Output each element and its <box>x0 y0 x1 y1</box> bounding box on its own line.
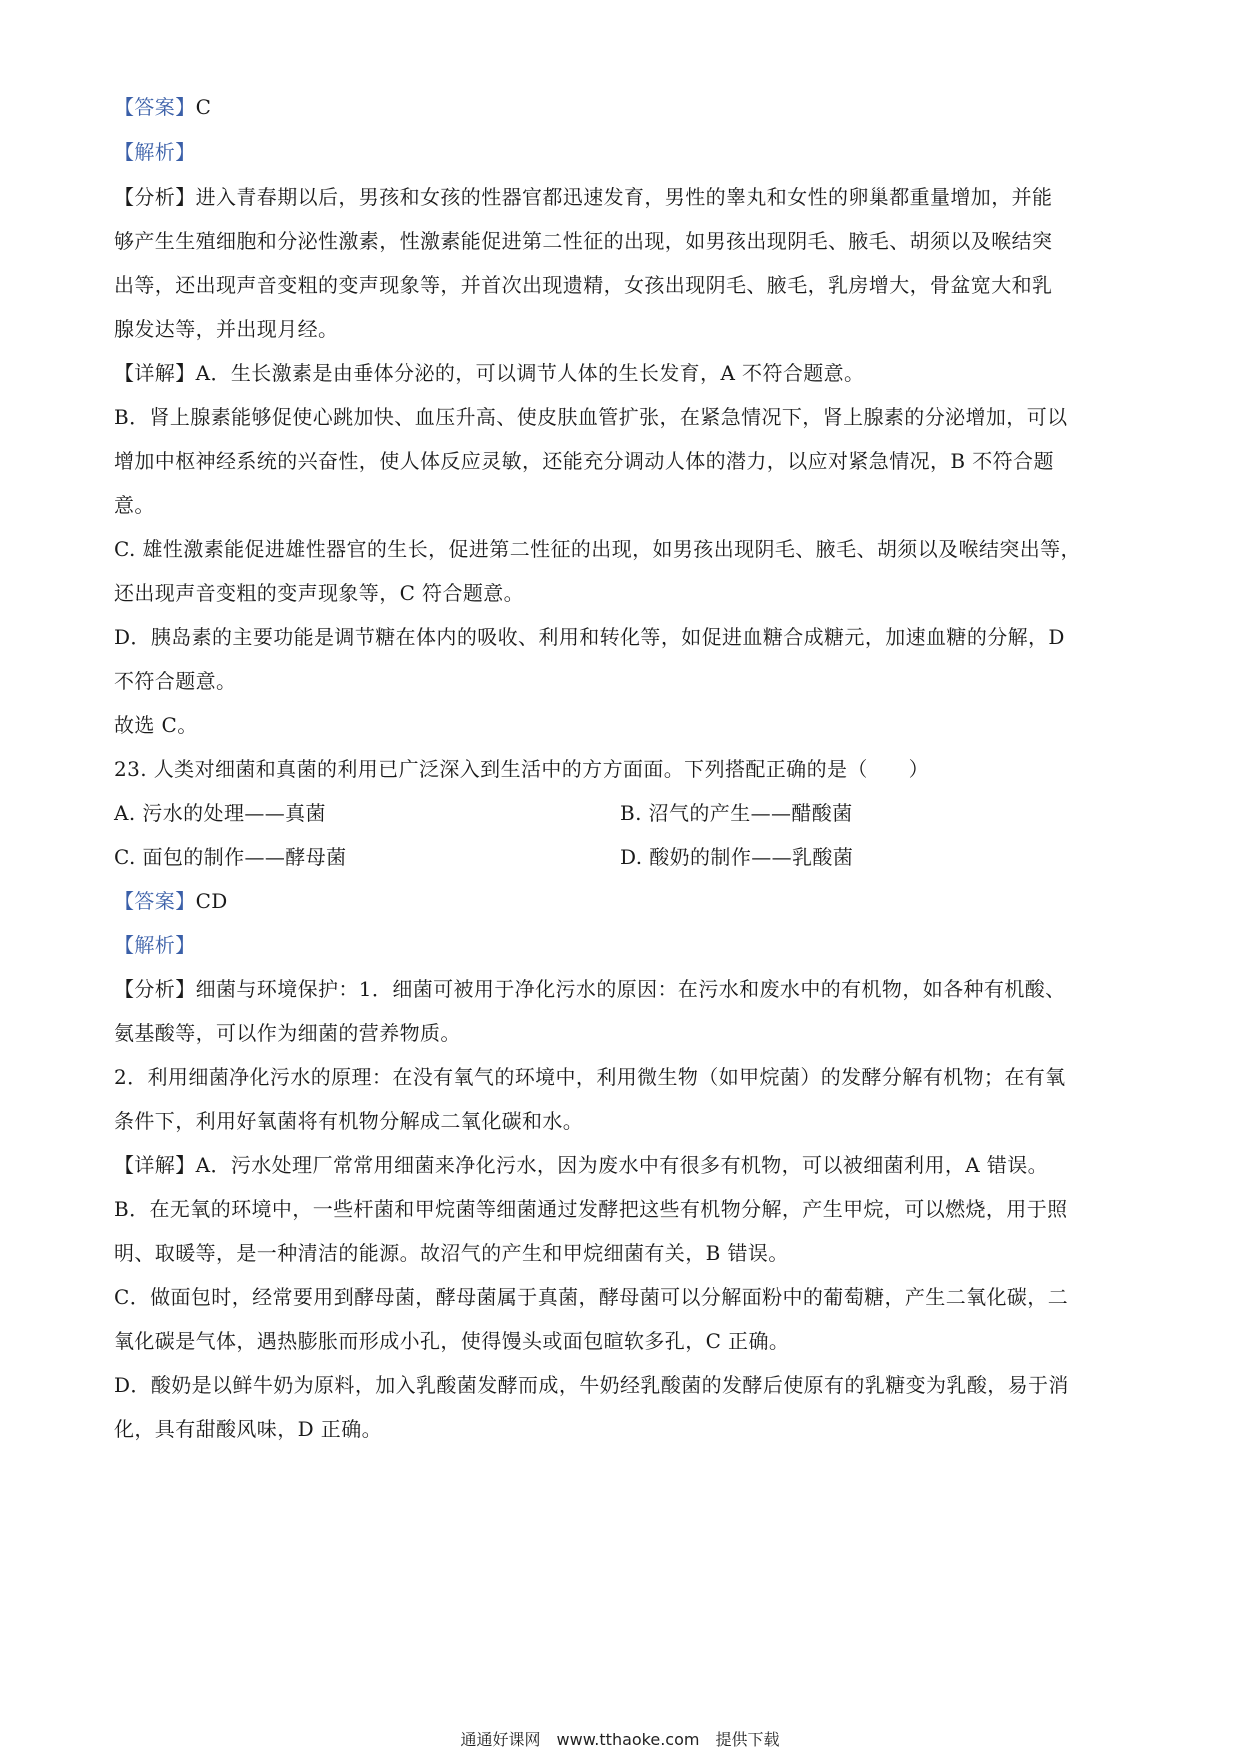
q22-detail-b-line-1: B．肾上腺素能够促使心跳加快、血压升高、使皮肤血管扩张，在紧急情况下，肾上腺素的分泌增加，可以 <box>114 405 1068 429</box>
q23-detail-c-line-1: C．做面包时，经常要用到酵母菌，酵母菌属于真菌，酵母菌可以分解面粉中的葡萄糖，产生二氧化碳，二 <box>114 1285 1069 1309</box>
q22-fenxi-line-3: 出等，还出现声音变粗的变声现象等，并首次出现遗精，女孩出现阴毛、腋毛，乳房增大，骨盆宽大和乳 <box>114 273 1053 297</box>
q22-detail-d-line-2: 不符合题意。 <box>114 669 237 693</box>
analysis-tag: 【解析】 <box>114 933 196 957</box>
analysis-tag: 【解析】 <box>114 140 196 164</box>
q23-answer-line <box>114 888 228 914</box>
q22-detail-a <box>114 360 864 386</box>
xiangjie-tag: 【详解】 <box>114 1153 196 1177</box>
answer-tag: 【答案】 <box>114 889 196 913</box>
fenxi-text: 细菌与环境保护：1．细菌可被用于净化污水的原因：在污水和废水中的有机物，如各种有机酸、 <box>195 977 1066 1001</box>
q22-detail-c-line-2: 还出现声音变粗的变声现象等，C 符合题意。 <box>114 581 525 605</box>
fenxi-text: 进入青春期以后，男孩和女孩的性器官都迅速发育，男性的睾丸和女性的卵巢都重量增加，并能 <box>195 185 1053 209</box>
detail-a-text: A．生长激素是由垂体分泌的，可以调节人体的生长发育，A 不符合题意。 <box>195 361 865 385</box>
q23-fenxi-line-2: 氨基酸等，可以作为细菌的营养物质。 <box>114 1021 461 1045</box>
answer-tag: 【答案】 <box>114 95 196 119</box>
q23-question: 23. 人类对细菌和真菌的利用已广泛深入到生活中的方方面面。下列搭配正确的是（ ） <box>114 757 929 781</box>
q22-detail-d-line-1: D．胰岛素的主要功能是调节糖在体内的吸收、利用和转化等，如促进血糖合成糖元，加速血糖的分解，D <box>114 625 1065 649</box>
q22-fenxi-line-1 <box>114 184 1052 210</box>
q23-fenxi-line-1 <box>114 976 1066 1002</box>
q23-detail-b-line-2: 明、取暖等，是一种清洁的能源。故沼气的产生和甲烷细菌有关，B 错误。 <box>114 1241 789 1265</box>
answer-value: CD <box>195 889 228 913</box>
q22-detail-b-line-3: 意。 <box>114 493 155 517</box>
detail-a-text: A．污水处理厂常常用细菌来净化污水，因为废水中有很多有机物，可以被细菌利用，A 错误。 <box>195 1153 1049 1177</box>
q23-detail-d-line-1: D．酸奶是以鲜牛奶为原料，加入乳酸菌发酵而成，牛奶经乳酸菌的发酵后使原有的乳糖变为乳酸，易于消 <box>114 1373 1069 1397</box>
q22-detail-c-line-1: C. 雄性激素能促进雄性器官的生长，促进第二性征的出现，如男孩出现阴毛、腋毛、胡须以及喉结突出等， <box>114 537 1081 561</box>
q23-detail-c-line-2: 氧化碳是气体，遇热膨胀而形成小孔，使得馒头或面包暄软多孔，C 正确。 <box>114 1329 790 1353</box>
q23-fenxi-line-4: 条件下，利用好氧菌将有机物分解成二氧化碳和水。 <box>114 1109 584 1133</box>
q23-option-d: D. 酸奶的制作——乳酸菌 <box>620 845 854 869</box>
q22-fenxi-line-2: 够产生生殖细胞和分泌性激素，性激素能促进第二性征的出现，如男孩出现阴毛、腋毛、胡须以及喉结突 <box>114 229 1053 253</box>
q23-detail-d-line-2: 化，具有甜酸风味，D 正确。 <box>114 1417 382 1441</box>
q23-option-a: A. 污水的处理——真菌 <box>114 801 326 825</box>
xiangjie-tag: 【详解】 <box>114 361 196 385</box>
fenxi-tag: 【分析】 <box>114 185 196 209</box>
q22-fenxi-line-4: 腺发达等，并出现月经。 <box>114 317 339 341</box>
answer-value: C <box>195 95 212 119</box>
q23-fenxi-line-3: 2．利用细菌净化污水的原理：在没有氧气的环境中，利用微生物（如甲烷菌）的发酵分解有机物；在有氧 <box>114 1065 1066 1089</box>
fenxi-tag: 【分析】 <box>114 977 196 1001</box>
q23-option-b: B. 沼气的产生——醋酸菌 <box>620 801 853 825</box>
q23-option-c: C. 面包的制作——酵母菌 <box>114 845 347 869</box>
q23-detail-a <box>114 1152 1048 1178</box>
q22-answer-line <box>114 94 211 120</box>
q22-conclusion: 故选 C。 <box>114 713 198 737</box>
footer-watermark: 通通好课网 www.tthaoke.com 提供下载 <box>460 1730 780 1749</box>
q23-detail-b-line-1: B．在无氧的环境中，一些杆菌和甲烷菌等细菌通过发酵把这些有机物分解，产生甲烷，可以燃烧，用于照 <box>114 1197 1068 1221</box>
q22-detail-b-line-2: 增加中枢神经系统的兴奋性，使人体反应灵敏，还能充分调动人体的潜力，以应对紧急情况，B 不符合题 <box>114 449 1054 473</box>
